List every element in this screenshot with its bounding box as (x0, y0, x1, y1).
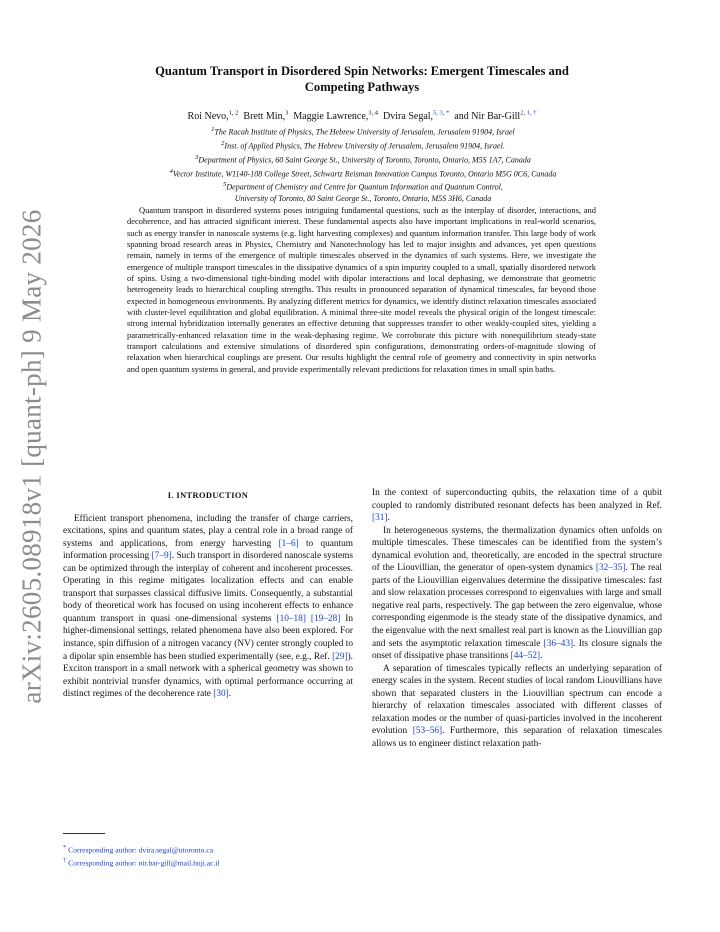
text-run: . (228, 689, 232, 700)
title-line-2: Competing Pathways (304, 80, 420, 94)
citation-link[interactable]: [32–35] (595, 563, 626, 574)
text-run: . Furthermore, this separation of relaxation timescales allows us to engineer distinct relaxation path- (372, 726, 662, 749)
affiliations (40, 124, 686, 205)
affiliation: $^4$Vector Institute, W1140-108 College Street, Schwartz Reisman Innovation Campus Toronto, Ontario M5G 0C6, Canada (169, 167, 557, 179)
left-column (63, 487, 353, 701)
paragraph (372, 487, 662, 525)
text-run: ). Exciton transport in a small network with a spherical geometry was shown to exhibit nontrivial transfer dynamics, with optimal performance occurring at distinct regimes of the decoherence rate (63, 651, 353, 700)
right-column (372, 487, 662, 750)
arxiv-identifier: arXiv:2605.08918v1 [quant-ph] 9 May 2026 (16, 208, 47, 704)
citation-link[interactable]: [31] (372, 513, 388, 524)
author: and Nir Bar-Gill$^{2, 1, \dagger}$ (454, 110, 537, 123)
author: Maggie Lawrence,$^{3, 4}$ (293, 110, 379, 123)
author-list (90, 107, 634, 123)
footnote[interactable]: † Corresponding author: nir.bar-gill@mail.huji.ac.il (63, 856, 220, 868)
author: Brett Min,$^3$ (243, 110, 289, 123)
affiliation: $^5$Department of Chemistry and Centre for Quantum Information and Quantum Control, (223, 181, 503, 193)
abstract: Quantum transport in disordered systems poses intriguing fundamental questions, such as the interplay of disorder, interactions, and decoherence, and has attracted significant interest. These fundamental aspects also have important implications in real-world scenarios, such as energy transfer in nanoscale systems (e.g. light harvesting complexes) and quantum information transfer. This large body of work spanning broad research areas in Physics, Chemistry and Nanotechnology has led to major insights and advances, yet open questions remain, namely in terms of the emergence of multiple timescales observed in the dynamics of such systems. Here, we investigate the emergence of multiple transport timescales in the dissipative dynamics of a spin impurity coupled to a small, spatially disordered network of spins. Using a two-dimensional tight-binding model with dipolar interactions and local dephasing, we demonstrate that geometric heterogeneity leads to hierarchical coupling strengths. This results in pronounced separation of dynamical timescales, far beyond those expected in homogeneous environments. By analyzing different metrics for dynamics, we identify distinct relaxation timescales associated with cluster-level equilibration and global equilibration. A minimal three-site model reveals the physical origin of the longest timescale: strong internal hybridization internally generates an effective detuning that suppresses transfer to other weakly-coupled sites, yielding a parametrically-enhanced relaxation time in the weak-dephasing regime. We corroborate this picture with nonequilibrium steady-state transport calculations and extensive simulations of disordered spin configurations, demonstrating orders-of-magnitude slowing of relaxation when hierarchical couplings are present. Our results highlight the central role of geometry and connectivity in spin networks and open quantum systems in general, and provide experimentally relevant predictions for relaxation times in small spin baths. (127, 205, 596, 374)
citation-link[interactable]: [36–43] (543, 638, 574, 649)
text-run: A separation of timescales typically reflects an underlying separation of energy scales in the system. Recent studies of local random Liouvillians have shown that separated clusters in the Liouvillian spectrum can encode a hierarchy of relaxation timescales associated with different classes of relaxation modes or the number of quasi-particles involved in the incoherent evolution (372, 663, 662, 737)
text-run: to quantum information processing (63, 538, 353, 562)
affiliation: $^2$Inst. of Applied Physics, The Hebrew University of Jerusalem, Jerusalem 91904, Israel. (221, 139, 505, 151)
citation-link[interactable]: [7–9] (151, 551, 172, 562)
section-heading: I. INTRODUCTION (167, 491, 249, 500)
paragraph (372, 525, 662, 663)
title-line-1: Quantum Transport in Disordered Spin Networks: Emergent Timescales and (155, 64, 569, 78)
footnote-rule (63, 833, 105, 834)
footnote[interactable]: * Corresponding author: dvira.segal@utoronto.ca (63, 844, 214, 855)
text-run: In heterogeneous systems, the thermalization dynamics often unfolds on multiple timescales. These timescales can be identified from the system’s dynamical evolution and, theoretically, are encoded in the spectral structure of the Liouvillian, the generator of open-system dynamics (372, 525, 662, 574)
author: Roi Nevo,$^{1, 2}$ (187, 110, 239, 123)
text-run: . Such transport in disordered nanoscale systems can be optimized through the interplay of coherent and incoherent processes. Operating in this regime mitigates localization effects and can enable transport that surpasses classical diffusive limits. Consequently, a substantial body of theoretical work has focused on using incoherent effects to enhance quantum transport in quasi one-dimensional systems (63, 551, 353, 624)
text-run: . (540, 651, 543, 662)
text-run: In higher-dimensional settings, related phenomena have also been explored. For instance, spin diffusion of a nitrogen vacancy (NV) center strongly coupled to a dipolar spin ensemble has been studied experimentally (see, e.g., Ref. (63, 613, 354, 662)
citation-link[interactable]: [10–18] (276, 613, 306, 624)
paper-title (90, 63, 634, 95)
text-run: . The real parts of the Liouvillian eigenvalues determine the dissipative timescales: fast and slow relaxation processes correspond to eigenvalues with large and small negative real parts, respectively. The gap between the zero eigenvalue, whose corresponding eigenmode is the steady state of the dissipative dynamics, and the eigenvalue with the next smallest real part is known as the Liouvillian gap and sets the asymptotic relaxation timescale (372, 563, 662, 649)
text-run: In the context of superconducting qubits, the relaxation time of a qubit coupled to randomly distributed resonant defects has been analyzed in Ref. (372, 488, 662, 511)
citation-link[interactable]: [44–52] (510, 651, 541, 662)
intro-paragraph (63, 513, 353, 701)
citation-link[interactable]: [1–6] (278, 538, 299, 549)
citation-link[interactable]: [30] (213, 689, 229, 700)
citation-link[interactable]: [19–28] (310, 613, 341, 624)
author: Dvira Segal,$^{5, 3, *}$ (383, 110, 450, 123)
text-run: . Its closure signals the onset of dissipative phase transitions (372, 638, 663, 662)
citation-link[interactable]: [29] (332, 651, 348, 662)
text-run: . (387, 513, 390, 524)
affiliation: $^1$The Racah Institute of Physics, The Hebrew University of Jerusalem, Jerusalem 91904, Israel (211, 126, 515, 137)
citation-link[interactable]: [53–56] (412, 726, 443, 737)
affiliation: University of Toronto, 80 Saint George St., Toronto, Ontario, M5S 3H6, Canada (234, 194, 492, 204)
paragraph (372, 663, 662, 751)
text-run: Efficient transport phenomena, including the transfer of charge carriers, excitations, spins and quantum states, play a central role in a broad range of systems and applications, from energy harvesting (63, 513, 353, 549)
arxiv-identifier-margin (4, 208, 60, 704)
affiliation: $^3$Department of Physics, 60 Saint George St., University of Toronto, Toronto, Ontario, M5S 1A7, Canada (195, 153, 531, 165)
footnotes (63, 843, 353, 869)
